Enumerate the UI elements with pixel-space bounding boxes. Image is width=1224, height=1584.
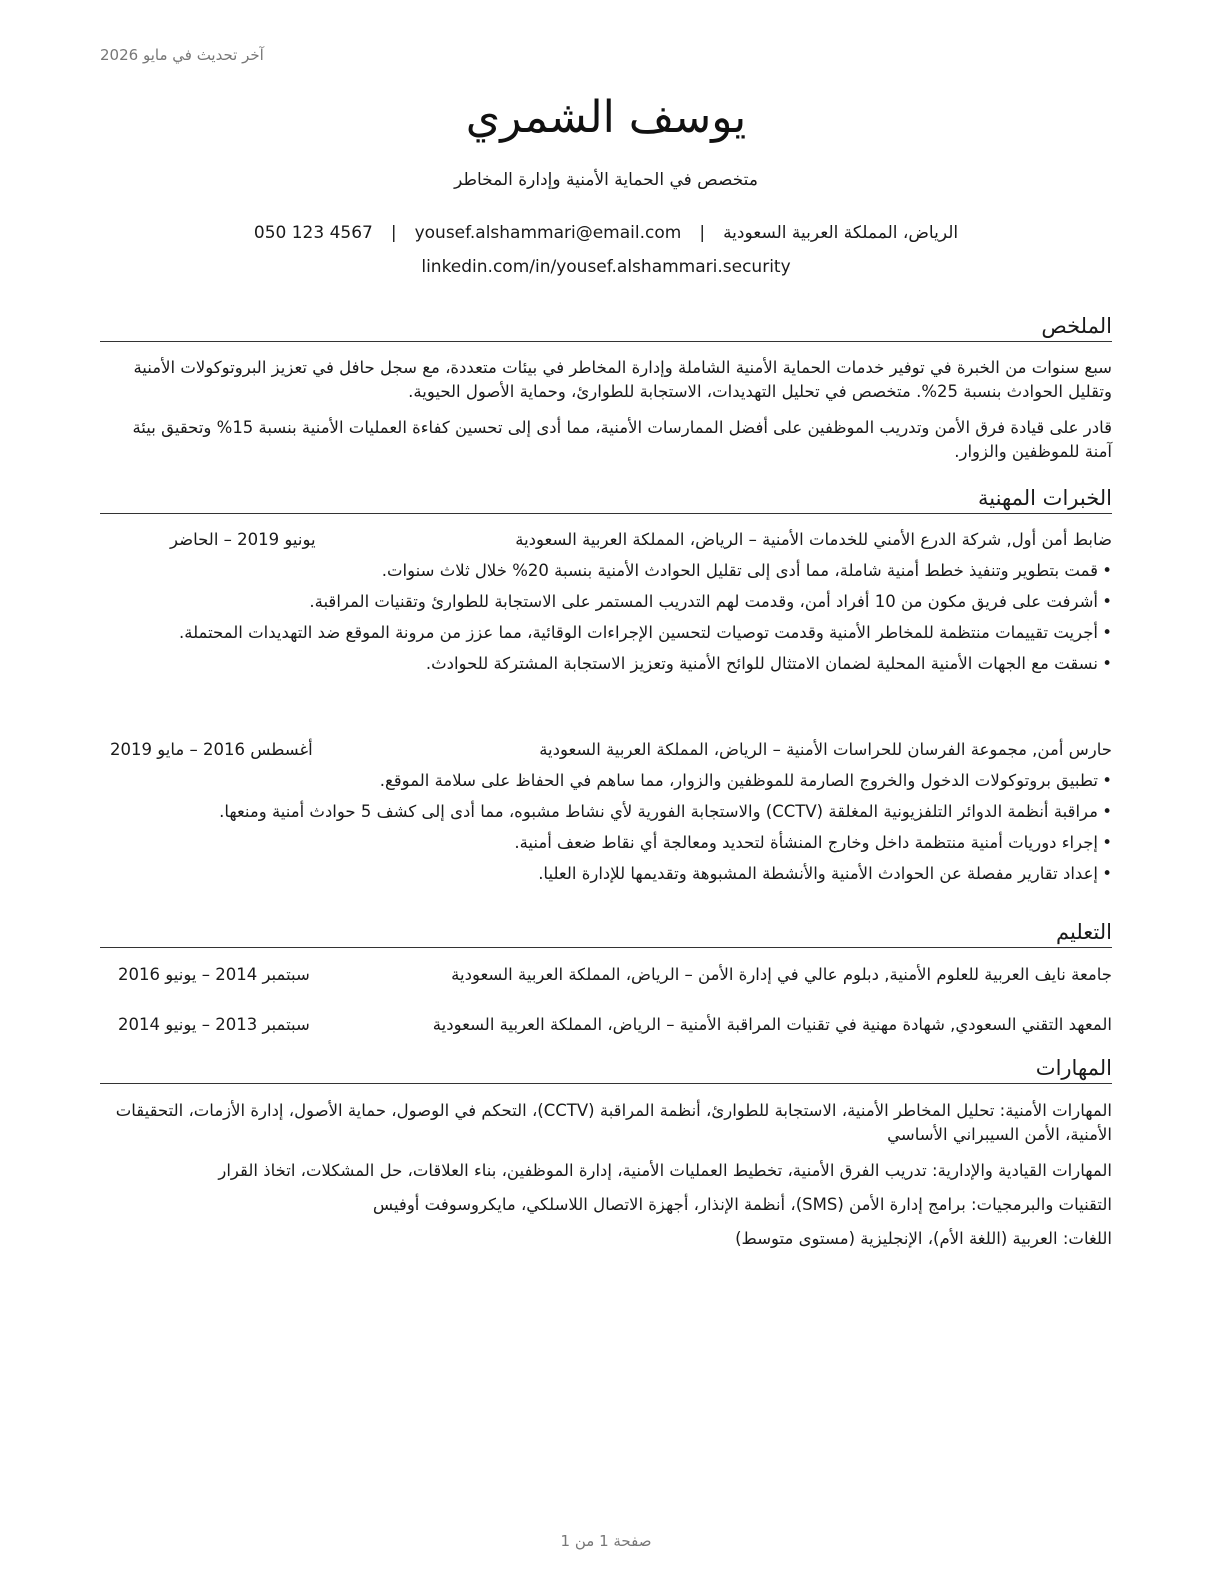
list-item: • قمت بتطوير وتنفيذ خطط أمنية شاملة، مما أدى إلى تقليل الحوادث الأمنية بنسبة 20% خلال ثلاث سنوات. <box>100 559 1112 583</box>
section-title-education: التعليم <box>100 918 1112 948</box>
job-date: يونيو 2019 – الحاضر <box>170 530 316 549</box>
list-item: • نسقت مع الجهات الأمنية المحلية لضمان الامتثال للوائح الأمنية وتعزيز الاستجابة المشتركة للحوادث. <box>100 652 1112 676</box>
summary-paragraph: سبع سنوات من الخبرة في توفير خدمات الحماية الأمنية الشاملة وإدارة المخاطر في بيئات متعددة، مع سجل حافل في تعزيز البروتوكولات الأمنية وتقليل الحوادث بنسبة 25%. متخصص في تحليل التهديدات، الاستجابة للطوارئ، وحماية الأصول الحيوية. <box>133 358 1112 401</box>
list-item: • إعداد تقارير مفصلة عن الحوادث الأمنية والأنشطة المشبوهة وتقديمها للإدارة العليا. <box>100 862 1112 886</box>
contact-line <box>100 223 1112 243</box>
candidate-tagline: متخصص في الحماية الأمنية وإدارة المخاطر <box>454 170 758 190</box>
job-bullets <box>100 769 1112 893</box>
section-title-summary: الملخص <box>100 312 1112 342</box>
contact-phone: 050 123 4567 <box>253 223 373 243</box>
contact-email[interactable]: yousef.alshammari@email.com <box>414 223 682 243</box>
education-text: المعهد التقني السعودي, شهادة مهنية في تقنيات المراقبة الأمنية – الرياض، المملكة العربية السعودية <box>432 1015 1112 1034</box>
job-title: حارس أمن, مجموعة الفرسان للحراسات الأمنية – الرياض، المملكة العربية السعودية <box>539 740 1112 759</box>
candidate-name: يوسف الشمري <box>465 92 747 143</box>
last-updated: آخر تحديث في مايو 2026 <box>100 46 264 64</box>
education-text: جامعة نايف العربية للعلوم الأمنية, دبلوم عالي في إدارة الأمن – الرياض، المملكة العربية السعودية <box>451 965 1112 984</box>
contact-separator: | <box>699 223 706 243</box>
resume-page <box>100 0 1112 1584</box>
job-date: أغسطس 2016 – مايو 2019 <box>110 740 313 759</box>
summary-paragraph: قادر على قيادة فرق الأمن وتدريب الموظفين على أفضل الممارسات الأمنية، مما أدى إلى تحسين كفاءة العمليات الأمنية بنسبة 15% وتحقيق بيئة آمنة للموظفين والزوار. <box>132 418 1112 461</box>
section-title-experience: الخبرات المهنية <box>100 484 1112 514</box>
education-date: سبتمبر 2014 – يونيو 2016 <box>118 965 310 984</box>
page-number: صفحة 1 من 1 <box>560 1532 652 1550</box>
list-item: • أجريت تقييمات منتظمة للمخاطر الأمنية وقدمت توصيات لتحسين الإجراءات الوقائية، مما عزز من مرونة الموقع ضد التهديدات المحتملة. <box>100 621 1112 645</box>
list-item: • تطبيق بروتوكولات الدخول والخروج الصارمة للموظفين والزوار، مما ساهم في الحفاظ على سلامة الموقع. <box>100 769 1112 793</box>
list-item: • أشرفت على فريق مكون من 10 أفراد أمن، وقدمت لهم التدريب المستمر على الاستجابة للطوارئ وتقنيات المراقبة. <box>100 590 1112 614</box>
section-title-skills: المهارات <box>100 1054 1112 1084</box>
skill-item: اللغات: العربية (اللغة الأم)، الإنجليزية (مستوى متوسط) <box>735 1229 1112 1248</box>
skill-item: المهارات القيادية والإدارية: تدريب الفرق الأمنية، تخطيط العمليات الأمنية، إدارة الموظفين، بناء العلاقات، حل المشكلات، اتخاذ القرار <box>218 1161 1112 1180</box>
job-title: ضابط أمن أول, شركة الدرع الأمني للخدمات الأمنية – الرياض، المملكة العربية السعودية <box>515 530 1112 549</box>
contact-location: الرياض، المملكة العربية السعودية <box>723 223 959 243</box>
job-bullets <box>100 559 1112 683</box>
skill-item: المهارات الأمنية: تحليل المخاطر الأمنية، الاستجابة للطوارئ، أنظمة المراقبة (CCTV)، التحكم في الوصول، حماية الأصول، إدارة الأزمات، التحقيقات الأمنية، الأمن السيبراني الأساسي <box>115 1101 1112 1144</box>
list-item: • إجراء دوريات أمنية منتظمة داخل وخارج المنشأة لتحديد ومعالجة أي نقاط ضعف أمنية. <box>100 831 1112 855</box>
skill-item: التقنيات والبرمجيات: برامج إدارة الأمن (SMS)، أنظمة الإنذار، أجهزة الاتصال اللاسلكي، مايكروسوفت أوفيس <box>372 1195 1112 1214</box>
contact-separator: | <box>390 223 397 243</box>
education-date: سبتمبر 2013 – يونيو 2014 <box>118 1015 310 1034</box>
contact-linkedin[interactable]: linkedin.com/in/yousef.alshammari.security <box>421 257 791 277</box>
list-item: • مراقبة أنظمة الدوائر التلفزيونية المغلقة (CCTV) والاستجابة الفورية لأي نشاط مشبوه، مما أدى إلى كشف 5 حوادث أمنية ومنعها. <box>100 800 1112 824</box>
